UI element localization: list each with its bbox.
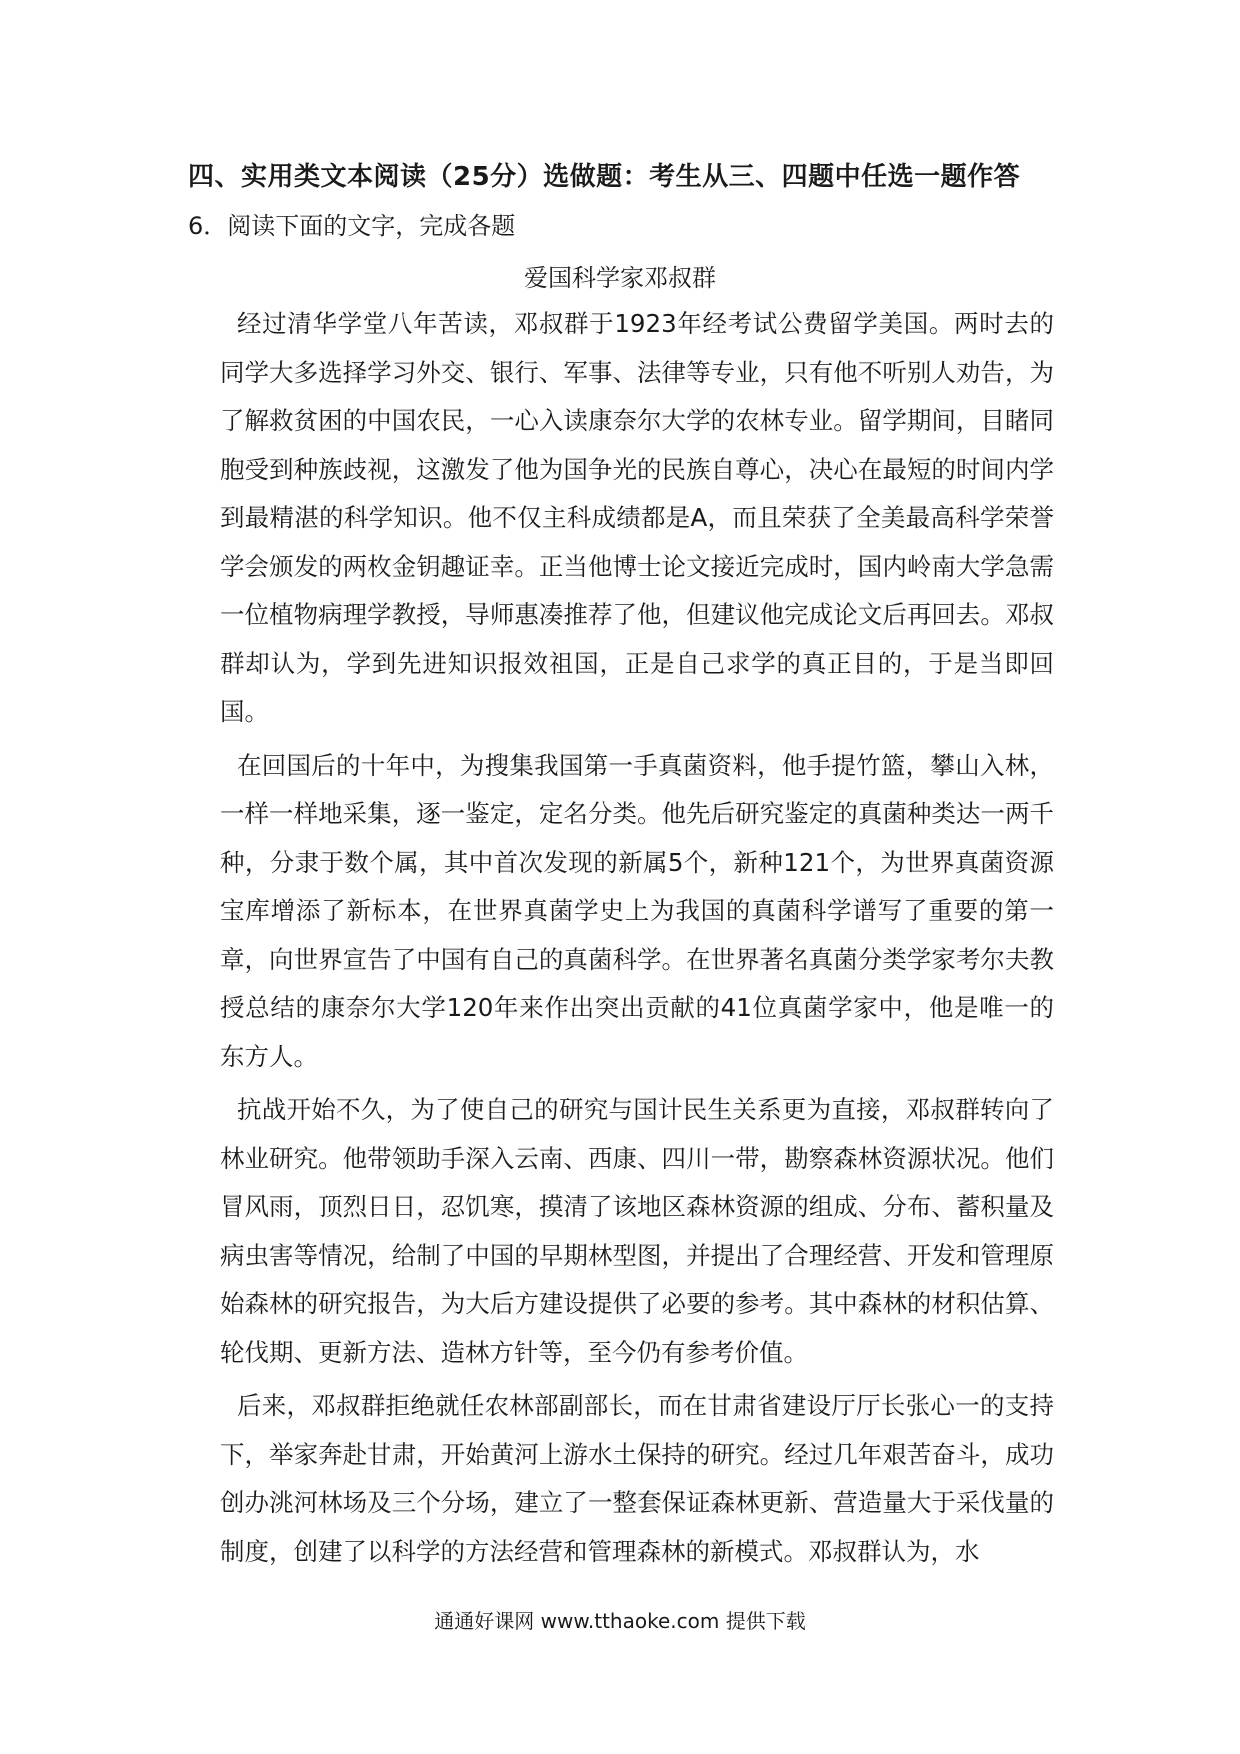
question-prompt: 6．阅读下面的文字，完成各题 <box>188 212 516 240</box>
article-title: 爱国科学家邓叔群 <box>524 264 716 292</box>
section-title: 四、实用类文本阅读（25分）选做题：考生从三、四题中任选一题作答 <box>188 162 1021 192</box>
page-footer: 通通好课网 www.tthaoke.com 提供下载 <box>434 1609 806 1633</box>
article-paragraph: 经过清华学堂八年苦读，邓叔群于1923年经考试公费留学美国。两时去的同学大多选择学习外交、银行、军事、法律等专业，只有他不听别人劝告，为了解救贫困的中国农民，一心入读康奈尔大学的农林专业。留学期间，目睹同胞受到种族歧视，这激发了他为国争光的民族自尊心，决心在最短的时间内学到最精湛的科学知识。他不仅主科成绩都是A，而且荣获了全美最高科学荣誉学会颁发的两枚金钥趣证幸。正当他博士论文接近完成时，国内岭南大学急需一位植物病理学教授，导师惠凑推荐了他，但建议他完成论文后再回去。邓叔群却认为，学到先进知识报效祖国，正是自己求学的真正目的，于是当即回国。 <box>220 309 1054 726</box>
article-paragraph: 抗战开始不久，为了使自己的研究与国计民生关系更为直接，邓叔群转向了林业研究。他带领助手深入云南、西康、四川一带，勘察森林资源状况。他们冒风雨，顶烈日日，忍饥寒，摸清了该地区森林资源的组成、分布、蓄积量及病虫害等情况，给制了中国的早期林型图，并提出了合理经营、开发和管理原始森林的研究报告，为大后方建设提供了必要的参考。其中森林的材积估算、轮伐期、更新方法、造林方针等，至今仍有参考价值。 <box>220 1095 1054 1367</box>
article-paragraph: 在回国后的十年中，为搜集我国第一手真菌资料，他手提竹篮，攀山入林，一样一样地采集，逐一鉴定，定名分类。他先后研究鉴定的真菌种类达一两千种，分隶于数个属，其中首次发现的新属5个，新种121个，为世界真菌资源宝库增添了新标本，在世界真菌学史上为我国的真菌科学谱写了重要的第一章，向世界宣告了中国有自己的真菌科学。在世界著名真菌分类学家考尔夫教授总结的康奈尔大学120年来作出突出贡献的41位真菌学家中，他是唯一的东方人。 <box>220 750 1054 1071</box>
article-paragraph: 后来，邓叔群拒绝就任农林部副部长，而在甘肃省建设厅厅长张心一的支持下，举家奔赴甘肃，开始黄河上游水土保持的研究。经过几年艰苦奋斗，成功创办洮河林场及三个分场，建立了一整套保证森林更新、营造量大于采伐量的制度，创建了以科学的方法经营和管理森林的新模式。邓叔群认为，水 <box>220 1391 1054 1566</box>
article-body <box>220 300 1054 1581</box>
